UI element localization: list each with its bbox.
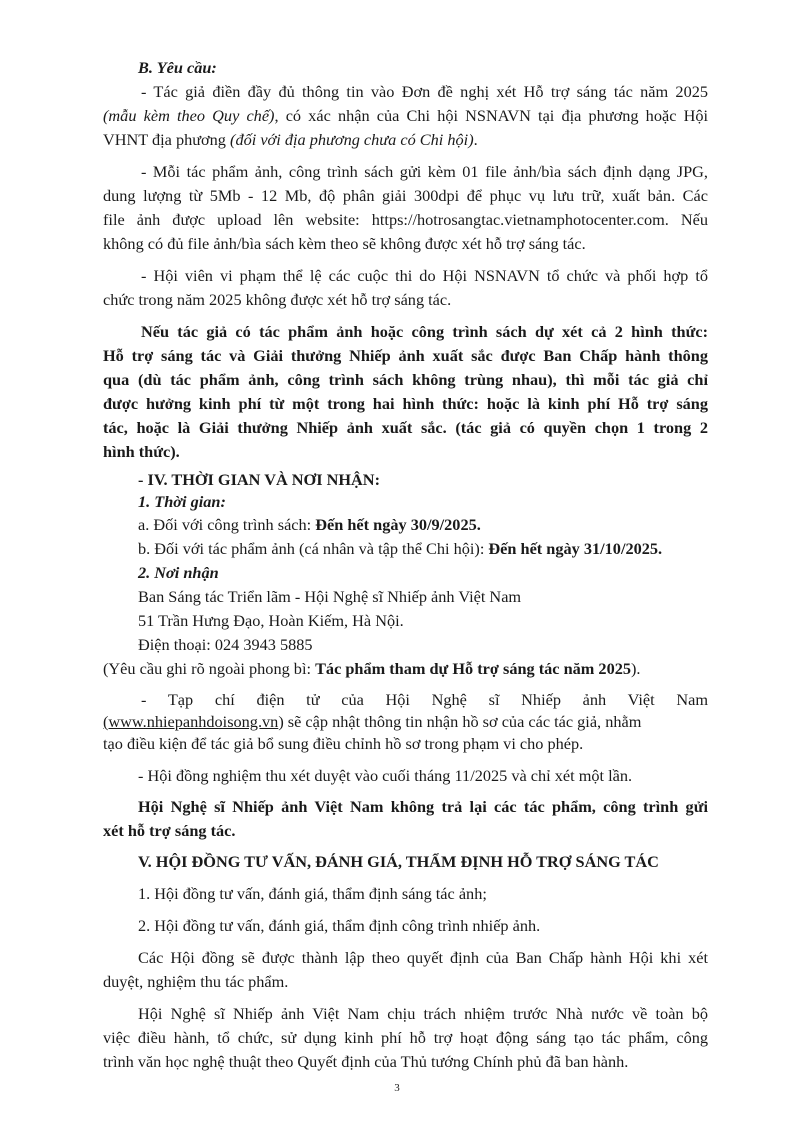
responsibility-line2: việc điều hành, tổ chức, sử dụng kinh phí hỗ trợ hoạt động sáng tạo tác phẩm, công [103,1028,708,1047]
responsibility-line1: Hội Nghệ sĩ Nhiếp ảnh Việt Nam chịu trách nhiệm trước Nhà nước về toàn bộ [138,1004,708,1023]
envelope-note-bold: Tác phẩm tham dự Hỗ trợ sáng tác năm 2025 [315,659,631,678]
req-p3-line1: - Hội viên vi phạm thể lệ các cuộc thi do Hội NSNAVN tổ chức và phối hợp tổ [141,266,708,285]
req-p1-line3-italic: (đối với địa phương chưa có Chi hội) [230,130,474,149]
magazine-line2 [103,712,708,732]
receiving-address: 51 Trần Hưng Đạo, Hoàn Kiếm, Hà Nội. [138,611,404,630]
council-review-note: - Hội đồng nghiệm thu xét duyệt vào cuối tháng 11/2025 và chỉ xét một lần. [138,766,633,785]
req-p1-line1: - Tác giả điền đầy đủ thông tin vào Đơn đề nghị xét Hỗ trợ sáng tác năm 2025 [141,82,708,101]
req-p1-line2 [103,106,708,126]
deadline-photos-date: Đến hết ngày 31/10/2025. [488,539,663,558]
deadline-photos [138,539,743,559]
req-p3-line2: chức trong năm 2025 không được xét hỗ trợ sáng tác. [103,290,452,309]
council-establish-line1: Các Hội đồng sẽ được thành lập theo quyết định của Ban Chấp hành Hội khi xét [138,948,708,967]
req-p1-line3-end: . [473,130,478,149]
responsibility-line3: trình văn học nghệ thuật theo Quyết định của Thủ tướng Chính phủ đã ban hành. [103,1052,629,1071]
magazine-line3: tạo điều kiện để tác giả bổ sung điều chỉnh hồ sơ trong phạm vi cho phép. [103,734,584,753]
envelope-note [103,659,708,679]
council-item-1: 1. Hội đồng tư vấn, đánh giá, thẩm định sáng tác ảnh; [138,884,487,903]
req-p1-line3-text: VHNT địa phương [103,130,231,149]
magazine-line1: - Tạp chí điện tử của Hội Nghệ sĩ Nhiếp ảnh Việt Nam [141,690,708,709]
no-return-line2: xét hỗ trợ sáng tác. [103,821,236,840]
receiving-phone: Điện thoại: 024 3943 5885 [138,635,313,654]
receiving-organization: Ban Sáng tác Triển lãm - Hội Nghệ sĩ Nhiếp ảnh Việt Nam [138,587,522,606]
envelope-note-pre: (Yêu cầu ghi rõ ngoài phong bì: [103,659,316,678]
council-item-2: 2. Hội đồng tư vấn, đánh giá, thẩm định công trình nhiếp ảnh. [138,916,541,935]
req-p2-line2: dung lượng từ 5Mb - 12 Mb, độ phân giải 300dpi để phục vụ lưu trữ, xuất bản. Các [103,186,708,205]
deadline-books [138,515,743,535]
dual-award-line1: Nếu tác giả có tác phẩm ảnh hoặc công trình sách dự xét cả 2 hình thức: [141,322,708,341]
section-iv-heading: - IV. THỜI GIAN VÀ NƠI NHẬN: [138,470,380,489]
magazine-link[interactable]: (www.nhiepanhdoisong.vn [103,712,279,731]
dual-award-line2: Hỗ trợ sáng tác và Giải thưởng Nhiếp ảnh xuất sắc được Ban Chấp hành thông [103,346,708,365]
no-return-line1: Hội Nghệ sĩ Nhiếp ảnh Việt Nam không trả lại các tác phẩm, công trình gửi [138,797,708,816]
dual-award-line3: qua (dù tác phẩm ảnh, công trình sách không trùng nhau), thì mỗi tác giả chỉ [103,370,708,389]
place-heading: 2. Nơi nhận [138,563,219,582]
deadline-books-date: Đến hết ngày 30/9/2025. [315,515,481,534]
req-p1-italic: (mẫu kèm theo Quy chế) [103,106,275,125]
req-p1-line2-rest: , có xác nhận của Chi hội NSNAVN tại địa phương hoặc Hội [274,106,708,125]
dual-award-line5: tác, hoặc là Giải thưởng Nhiếp ảnh xuất sắc. (tác giả có quyền chọn 1 trong 2 [103,418,708,437]
section-v-heading: V. HỘI ĐỒNG TƯ VẤN, ĐÁNH GIÁ, THẨM ĐỊNH HỖ TRỢ SÁNG TÁC [138,852,659,871]
envelope-note-post: ). [631,659,641,678]
time-heading: 1. Thời gian: [138,492,226,511]
page-number: 3 [394,1082,400,1094]
council-establish-line2: duyệt, nghiệm thu tác phẩm. [103,972,289,991]
req-p2-line1: - Mỗi tác phẩm ảnh, công trình sách gửi kèm 01 file ảnh/bìa sách định dạng JPG, [141,162,708,181]
deadline-books-label: a. Đối với công trình sách: [138,515,316,534]
req-p2-line4: không có đủ file ảnh/bìa sách kèm theo sẽ không được xét hỗ trợ sáng tác. [103,234,586,253]
req-p2-line3: file ảnh được upload lên website: https://hotrosangtac.vietnamphotocenter.com. Nếu [103,210,708,229]
deadline-photos-label: b. Đối với tác phẩm ảnh (cá nhân và tập thể Chi hội): [138,539,489,558]
req-p1-line3 [103,130,708,150]
dual-award-line6: hình thức). [103,442,180,461]
section-b-heading: B. Yêu cầu: [138,58,217,77]
magazine-line2-rest: ) sẽ cập nhật thông tin nhận hồ sơ của các tác giả, nhằm [278,712,642,731]
dual-award-line4: được hưởng kinh phí từ một trong hai hình thức: hoặc là kinh phí Hỗ trợ sáng [103,394,708,413]
